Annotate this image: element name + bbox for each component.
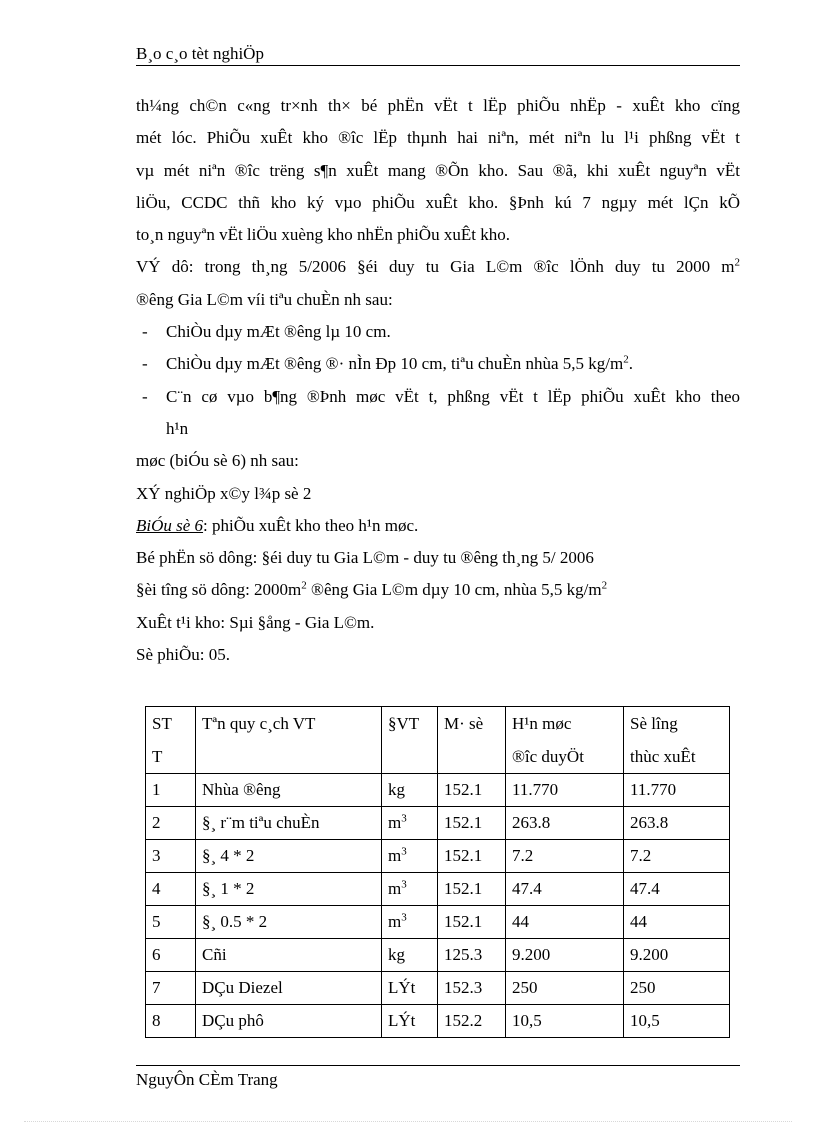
header-cell-code <box>438 707 506 774</box>
cell-name: §¸ r¨m tiªu chuÈn <box>196 807 382 840</box>
text-part: §èi tîng sö dông: 2000m <box>136 580 302 600</box>
cell-code: 152.1 <box>438 906 506 939</box>
cell-issued: 44 <box>624 906 730 939</box>
para-line: XÝ nghiÖp x©y l¾p sè 2 <box>136 483 312 503</box>
cell-limit: 11.770 <box>506 774 624 807</box>
cell-unit <box>382 873 438 906</box>
page-header: B¸o c¸o tèt nghiÖp <box>136 44 264 63</box>
cell-code: 152.2 <box>438 1005 506 1038</box>
header-rule <box>136 65 740 66</box>
cell-code: 152.1 <box>438 807 506 840</box>
para-line: liÖu, CCDC thñ kho ký vµo phiÕu xuÊt kho. §Þnh kú 7 ngµy mét lÇn kÕ <box>136 192 740 212</box>
superscript: 2 <box>623 353 629 366</box>
table-row <box>146 906 730 939</box>
superscript: 3 <box>401 812 407 825</box>
cell-limit: 47.4 <box>506 873 624 906</box>
bullet-text-end: . <box>628 354 633 374</box>
cell-issued: 47.4 <box>624 873 730 906</box>
bieu-line <box>136 510 740 542</box>
cell-unit: kg <box>382 939 438 972</box>
cell-unit: LÝt <box>382 1005 438 1038</box>
example-text: VÝ dô: trong th¸ng 5/2006 §éi duy tu Gia L©m ®îc lÖnh duy tu 2000 m <box>136 257 735 277</box>
header-text: Sè lîng <box>630 714 678 733</box>
header-cell-issued <box>624 707 730 774</box>
cell-stt: 4 <box>146 873 196 906</box>
cell-issued: 250 <box>624 972 730 1005</box>
cell-limit: 9.200 <box>506 939 624 972</box>
superscript: 3 <box>401 845 407 858</box>
table-row <box>146 972 730 1005</box>
header-text: ®îc duyÖt <box>512 747 584 766</box>
cell-name: Cñi <box>196 939 382 972</box>
cell-limit: 7.2 <box>506 840 624 873</box>
header-cell-name <box>196 707 382 774</box>
cell-stt: 1 <box>146 774 196 807</box>
para-line: mét lóc. PhiÕu xuÊt kho ®îc lËp thµnh hai niªn, mét niªn lu l¹i phßng vËt t <box>136 128 740 148</box>
unit-text: m <box>388 846 402 865</box>
header-text: Tªn quy c¸ch VT <box>202 714 316 733</box>
cell-unit: LÝt <box>382 972 438 1005</box>
para-line: th¼ng ch©n c«ng tr×nh th× bé phËn vËt t lËp phiÕu nhËp - xuÊt kho cïng <box>136 96 740 115</box>
bullet-dash: - <box>142 354 148 374</box>
cell-issued: 10,5 <box>624 1005 730 1038</box>
cell-limit: 10,5 <box>506 1005 624 1038</box>
bullet-dash: - <box>142 322 148 342</box>
cell-unit <box>382 906 438 939</box>
table-row <box>146 774 730 807</box>
cell-name: DÇu Diezel <box>196 972 382 1005</box>
cell-stt: 8 <box>146 1005 196 1038</box>
header-cell-limit <box>506 707 624 774</box>
cell-code: 152.3 <box>438 972 506 1005</box>
cell-unit <box>382 840 438 873</box>
cell-unit <box>382 807 438 840</box>
example-line <box>136 251 740 283</box>
table-body <box>146 707 730 1038</box>
cell-name: DÇu phô <box>196 1005 382 1038</box>
cell-code: 125.3 <box>438 939 506 972</box>
cell-name: §¸ 4 * 2 <box>196 840 382 873</box>
bullet-text: ChiÒu dµy mÆt ®êng lµ 10 cm. <box>166 322 391 342</box>
cell-stt: 7 <box>146 972 196 1005</box>
cell-stt: 6 <box>146 939 196 972</box>
cell-code: 152.1 <box>438 774 506 807</box>
bullet-item <box>136 316 740 348</box>
table-row <box>146 873 730 906</box>
cell-name: §¸ 1 * 2 <box>196 873 382 906</box>
cell-unit: kg <box>382 774 438 807</box>
page-edge <box>24 1121 792 1122</box>
cell-limit: 44 <box>506 906 624 939</box>
superscript: 2 <box>301 579 307 592</box>
para-line: vµ mét niªn ®îc trëng s¶n xuÊt mang ®Õn kho. Sau ®ã, khi xuÊt nguyªn vËt <box>136 160 740 180</box>
unit-text: m <box>388 912 402 931</box>
header-text: thùc xuÊt <box>630 747 696 766</box>
bullet-continuation: h¹n <box>166 418 189 438</box>
para-line: Bé phËn sö dông: §éi duy tu Gia L©m - duy tu ®êng th¸ng 5/ 2006 <box>136 548 594 568</box>
bullet-text-part: ChiÒu dµy mÆt ®êng ®· nÌn Ðp 10 cm, tiªu chuÈn nhùa 5,5 kg/m <box>166 354 624 374</box>
para-line: XuÊt t¹i kho: Sµi §ång - Gia L©m. <box>136 612 375 632</box>
superscript: 2 <box>601 579 608 592</box>
cell-stt: 5 <box>146 906 196 939</box>
header-cell-stt <box>146 707 196 774</box>
bullet-text: C¨n cø vµo b¶ng ®Þnh møc vËt t, phßng vËt t lËp phiÕu xuÊt kho theo <box>166 386 740 406</box>
cell-stt: 3 <box>146 840 196 873</box>
cell-name: Nhùa ®êng <box>196 774 382 807</box>
header-text: T <box>152 747 163 766</box>
superscript: 3 <box>401 878 407 891</box>
header-text: H¹n møc <box>512 714 572 733</box>
bullet-item <box>136 381 740 413</box>
superscript: 2 <box>734 256 740 269</box>
text-part: ®êng Gia L©m dµy 10 cm, nhùa 5,5 kg/m <box>306 580 602 600</box>
cell-stt: 2 <box>146 807 196 840</box>
header-cell-unit <box>382 707 438 774</box>
cell-issued: 7.2 <box>624 840 730 873</box>
superscript: 3 <box>401 911 407 924</box>
para-line <box>136 574 740 606</box>
cell-limit: 263.8 <box>506 807 624 840</box>
table-row <box>146 840 730 873</box>
header-text: §VT <box>388 714 420 733</box>
cell-name: §¸ 0.5 * 2 <box>196 906 382 939</box>
bieu-label: BiÓu sè 6 <box>136 515 204 535</box>
table-header-row <box>146 707 730 774</box>
material-table <box>145 706 730 1038</box>
cell-issued: 9.200 <box>624 939 730 972</box>
header-text: M· sè <box>444 714 484 733</box>
unit-text: m <box>388 879 402 898</box>
para-line: to¸n nguyªn vËt liÖu xuèng kho nhËn phiÕu xuÊt kho. <box>136 225 510 245</box>
cell-code: 152.1 <box>438 873 506 906</box>
cell-limit: 250 <box>506 972 624 1005</box>
para-line: møc (biÓu sè 6) nh sau: <box>136 451 299 471</box>
cell-code: 152.1 <box>438 840 506 873</box>
bullet-item <box>136 348 740 380</box>
para-line: Sè phiÕu: 05. <box>136 645 230 665</box>
table-row <box>146 807 730 840</box>
table-row <box>146 939 730 972</box>
bullet-text <box>166 348 740 380</box>
cell-issued: 263.8 <box>624 807 730 840</box>
footer-rule <box>136 1065 740 1066</box>
table-row <box>146 1005 730 1038</box>
unit-text: m <box>388 813 402 832</box>
bullet-dash: - <box>142 386 148 406</box>
body-text <box>136 90 740 671</box>
example-line-2: ®êng Gia L©m víi tiªu chuÈn nh sau: <box>136 289 393 309</box>
header-text: ST <box>152 714 172 733</box>
cell-issued: 11.770 <box>624 774 730 807</box>
bieu-text: : phiÕu xuÊt kho theo h¹n møc. <box>203 515 419 535</box>
page-footer: NguyÔn CÈm Trang <box>136 1070 278 1089</box>
